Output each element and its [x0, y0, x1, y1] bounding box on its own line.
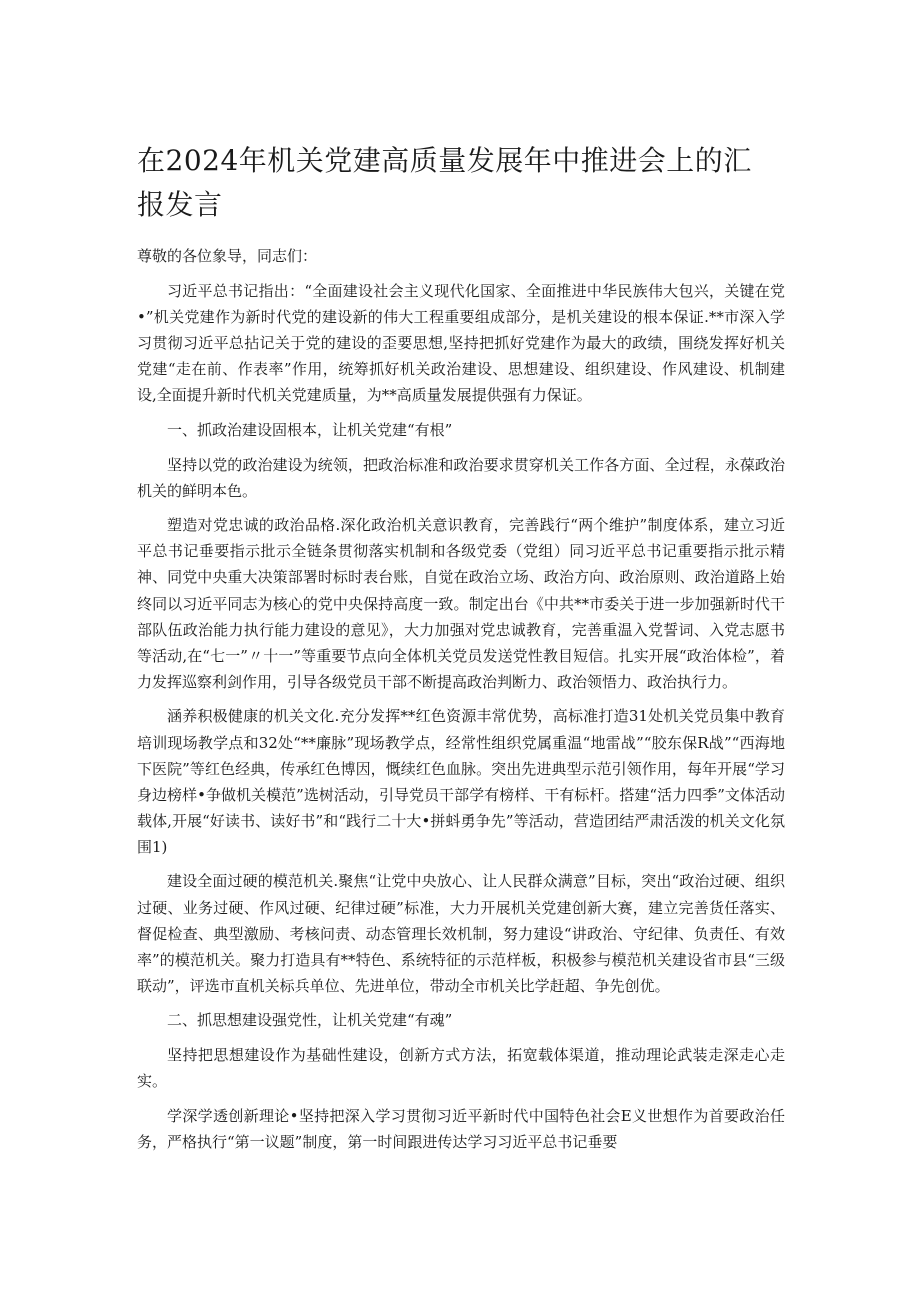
- paragraph: 坚持把思想建设作为基础性建设，创新方式方法，拓宽载体渠道，推动理论武装走深走心走实。: [137, 1046, 785, 1091]
- paragraph: 坚持以党的政治建设为统领，把政治标准和政治要求贯穿机关工作各方面、全过程，永葆政治机关的鲜明本色。: [137, 455, 785, 500]
- paragraph: 塑造对党忠诚的政治品格.深化政治机关意识教育，完善践行“两个维护”制度体系，建立习近平总书记垂要指示批示全链条贯彻落实机制和各级党委（党组）同习近平总书记重要指示批示精神、同党中央重大决策部署时标时表台账，自觉在政治立场、政治方向、政治原则、政治道路上始终同以习近平同志为核心的党中央保持高度一致。制定出台《中共**市委关于进一步加强新时代干部队伍政治能力执行能力建设的意见》，大力加强对党忠诚教育，完善重温入党誓词、入党志愿书等活动,在“七一”〃十一”等重要节点向全体机关党员发送党性教目短信。扎实开展“政治体检”，着力发挥巡察利剑作用，引导各级党员干部不断提高政治判断力、政治领悟力、政治执行力。: [137, 516, 785, 691]
- document-body: [137, 278, 785, 1163]
- document-title: 在2024年机关党建高质量发展年中推进会上的汇报发言: [137, 144, 752, 221]
- paragraph: 建设全面过硬的模范机关.聚焦“让党中央放心、让人民群众满意”目标，突出“政治过硬、组织过硬、业务过硬、作风过硬、纪律过硬”标准，大力开展机关党建创新大赛，建立完善货任落实、督促检查、典型激励、考核问责、动态管理长效机制，努力建设“讲政治、守纪律、负责任、有效率”的模范机关。聚力打造具有**特色、系统特征的示范样板，积极参与模范机关建设省市县“三级联动”，评选市直机关标兵单位、先进单位，带动全市机关比学赶超、争先创优。: [137, 872, 785, 995]
- section-heading-1: 一、抓政治建设固根本，让机关党建“有根”: [167, 420, 453, 439]
- salutation: 尊敬的各位象导，同志们：: [137, 247, 318, 265]
- paragraph: 涵养积极健康的机关文化.充分发挥**红色资源丰常优势，高标准打造31处机关党员集中教育培训现场教学点和32处“**廉脉”现场教学点，经常性组织党属重温“地雷战”“胶东保R战”“西海地下医院”等红色经典，传承红色博因，慨续红色血脉。突出先进典型示范引领作用，每年开展“学习身边榜样•争做机关模范”选树活动，引导党员干部学有榜样、干有标杆。搭建“活力四季”文体活动载体,开展“好读书、读好书”和“践行二十大•拼蚪勇争先”等活动，营造团结严肃活泼的机关文化氛围1): [137, 707, 785, 856]
- paragraph: 学深学透创新理论•坚持把深入学习贯彻习近平新时代中国特色社会E义世想作为首要政治任务，严格执行“第一议题”制度，第一时间跟进传达学习习近平总书记垂要: [137, 1106, 785, 1151]
- paragraph-intro: 习近平总书记指出：“全面建设社会主义现代化国家、全面推进中华民族伟大包兴，关键在党•”机关党建作为新时代党的建设新的伟大工程重要组成部分，是机关建设的根本保证.**市深入学习贯彻习近平总拈记关于党的建设的歪要思想,坚持把抓好党建作为最大的政绩，围绕发挥好机关党建“走在前、作表率”作用，统筹抓好机关政治建设、思想建设、组织建设、作风建设、机制建设,全面提升新时代机关党建质量，为**高质量发展提供强有力保证。: [137, 282, 785, 405]
- section-heading-2: 二、抓思想建设强党性，让机关党建“有魂”: [167, 1011, 453, 1030]
